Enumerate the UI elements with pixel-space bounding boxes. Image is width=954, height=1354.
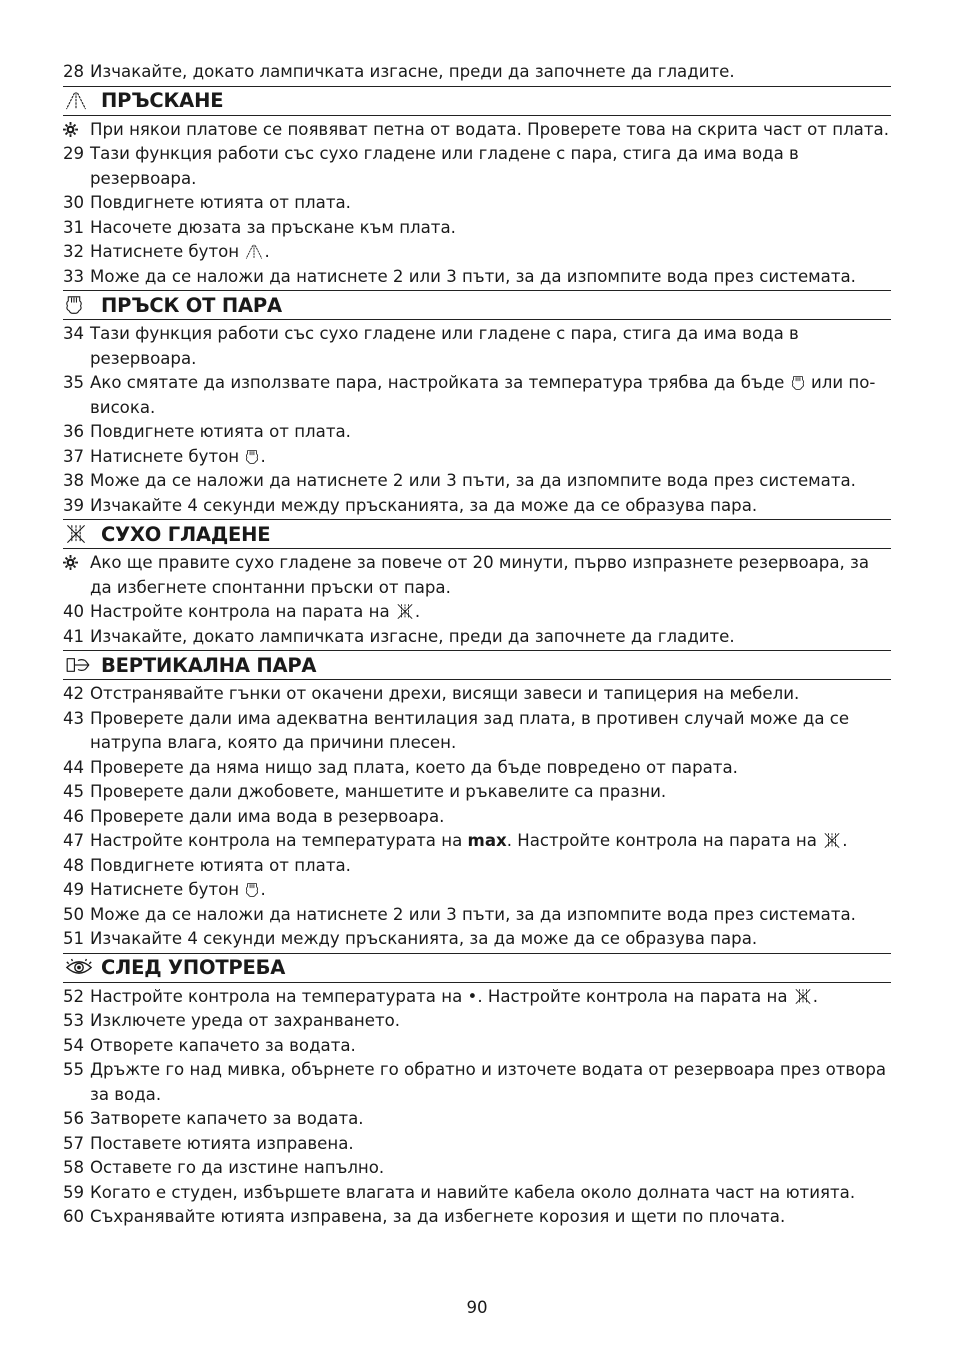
section-title: ПРЪСКАНЕ [101,89,224,112]
section-title: СЛЕД УПОТРЕБА [101,956,286,979]
no-steam-icon [396,603,414,620]
item-number: 45 [63,782,85,801]
item-text: Проверете да няма нищо зад плата, което да бъде повредено от парата. [90,757,738,777]
list-item [63,142,891,191]
item-number: 32 [63,242,85,261]
item-text: Изчакайте 4 секунди между пръсканията, за да може да се образува пара. [90,495,758,515]
item-text-end: . [260,446,266,466]
item-number: 34 [63,324,85,343]
item-number: 55 [63,1060,85,1079]
item-number: 59 [63,1182,85,1202]
manual-page [63,60,891,1230]
item-number: 42 [63,684,85,703]
item-number: 40 [63,602,85,621]
item-number: 35 [63,373,85,392]
list-item [63,707,891,756]
section-title: ПРЪСК ОТ ПАРА [101,293,282,317]
item-text: Изчакайте, докато лампичката изгасне, преди да започнете да гладите. [90,626,735,646]
item-number: 60 [63,1207,85,1226]
item-text-end: или по-висока. [90,373,876,417]
list-item [63,322,891,371]
item-text-part: Ако смятате да използвате пара, настройката за температура трябва да бъде [90,373,785,392]
item-number: 39 [63,495,85,515]
item-number: 50 [63,904,85,924]
item-number: 41 [63,626,85,646]
section-title: СУХО ГЛАДЕНЕ [101,522,271,546]
item-number: 53 [63,1011,85,1030]
no-steam-icon [823,832,841,849]
list-item [63,1009,891,1034]
item-text: Може да се наложи да натиснете 2 или 3 пъти, за да изпомпите вода през системата. [90,266,856,286]
list-item [63,494,891,519]
item-text: Изчакайте, докато лампичката изгасне, преди да започнете да гладите. [90,62,735,81]
list-item [63,927,891,952]
item-text-mid: . Настройте контрола на парата на [506,831,817,850]
list-item [63,420,891,445]
item-text-part: Настройте контрола на парата на [90,602,390,621]
list-item [63,216,891,241]
item-number: 44 [63,757,85,777]
section-title: ВЕРТИКАЛНА ПАРА [101,653,317,677]
list-item [63,1058,891,1107]
item-text [90,829,891,854]
item-text: Насочете дюзата за пръскане към плата. [90,217,456,237]
item-number: 48 [63,855,85,875]
list-item [63,469,891,494]
item-number: 33 [63,266,85,286]
list-item [63,1156,891,1181]
list-item [63,805,891,830]
item-text-part: Натиснете бутон [90,880,240,899]
item-text: Повдигнете ютията от плата. [90,855,351,875]
warning-note [63,551,891,600]
no-steam-icon [63,524,101,544]
list-item [63,191,891,216]
item-text: Изчакайте 4 секунди между пръсканията, за да може да се образува пара. [90,929,758,948]
list-item [63,1181,891,1206]
item-text-end: . [812,986,819,1006]
item-number: 56 [63,1109,85,1128]
list-item [63,240,891,265]
item-number: 52 [63,986,85,1006]
item-number: 54 [63,1035,85,1055]
item-text: Може да се наложи да натиснете 2 или 3 пъти, за да изпомпите вода през системата. [90,904,856,924]
item-text: Отворете капачето за водата. [90,1035,356,1055]
list-item [63,878,891,903]
item-number: 29 [63,144,85,163]
item-text: Когато е студен, избършете влагата и навийте кабела около долната част на ютията. [90,1182,856,1202]
list-item [63,903,891,928]
item-number: 51 [63,929,85,948]
eye-icon [63,958,101,977]
list-item [63,600,891,625]
warning-text: Ако ще правите сухо гладене за повече от 20 минути, първо изпразнете резервоара, за да избегнете спонтанни пръски от пара. [90,553,870,597]
item-text-part: Настройте контрола на температурата на [90,831,463,850]
steam-burst-icon [791,375,805,391]
warning-text: При някои платове се появяват петна от водата. Проверете това на скрита част от плата. [90,119,889,139]
list-item [63,1205,891,1230]
item-text: Затворете капачето за водата. [90,1109,364,1128]
item-number: 58 [63,1158,85,1177]
steam-burst-icon [63,295,101,315]
item-text-part: Натиснете бутон [90,242,240,261]
item-text-end: . [842,831,848,850]
item-text [90,600,891,625]
item-number: 43 [63,708,85,728]
page-number: 90 [466,1298,488,1317]
vertical-steam-icon [63,656,101,674]
max-setting: max [467,831,507,850]
item-number: 47 [63,831,85,850]
list-item [63,1034,891,1059]
item-text: Отстранявайте гънки от окачени дрехи, висящи завеси и тапицерия на мебели. [90,684,800,703]
item-text: Дръжте го над мивка, обърнете го обратно и източете водата от резервоара през отвора за вода. [90,1060,887,1104]
item-text-end: . [260,880,266,899]
item-text [90,371,891,420]
item-text-part: Натиснете бутон [90,446,240,466]
list-item [63,829,891,854]
section-header-dry-ironing [63,519,891,549]
item-text-mid: . Настройте контрола на парата на [477,986,788,1006]
item-text [90,985,891,1010]
list-item [63,682,891,707]
warning-note [63,118,891,143]
gear-warning-icon [63,551,90,600]
item-text: Тази функция работи със сухо гладене или гладене с пара, стига да има вода в резервоара. [90,144,799,188]
item-text: Повдигнете ютията от плата. [90,422,351,441]
item-number: 46 [63,806,85,826]
section-header-steam-burst [63,290,891,320]
item-number: 49 [63,880,85,899]
item-text-part: Настройте контрола на температурата на [90,986,463,1006]
item-text: Може да се наложи да натиснете 2 или 3 пъти, за да изпомпите вода през системата. [90,471,856,490]
item-number: 36 [63,422,85,441]
list-item [63,985,891,1010]
item-text [90,878,891,903]
item-text: Проверете дали има вода в резервоара. [90,806,445,826]
steam-burst-icon [245,449,259,465]
item-number: 37 [63,446,85,466]
item-text: Тази функция работи със сухо гладене или гладене с пара, стига да има вода в резервоара. [90,324,799,368]
list-item [63,780,891,805]
item-text-end: . [414,602,421,621]
spray-icon [245,244,263,260]
steam-burst-icon [245,882,259,898]
item-text: Изключете уреда от захранването. [90,1011,401,1030]
list-item [63,1132,891,1157]
item-text [90,240,891,265]
dot-setting: • [467,986,478,1006]
item-text [90,445,891,470]
item-number: 31 [63,217,85,237]
item-text: Поставете ютията изправена. [90,1133,354,1153]
item-number: 30 [63,193,85,212]
item-number: 57 [63,1133,85,1153]
list-item [63,265,891,290]
item-number: 28 [63,62,85,81]
spray-icon [63,91,101,111]
list-item [63,756,891,781]
item-text: Повдигнете ютията от плата. [90,193,351,212]
item-text-end: . [264,242,270,261]
list-item [63,1107,891,1132]
no-steam-icon [794,988,812,1005]
list-item [63,854,891,879]
section-header-after-use [63,953,891,983]
item-number: 38 [63,471,85,490]
item-text: Проверете дали джобовете, маншетите и ръкавелите са празни. [90,782,667,801]
gear-warning-icon [63,118,90,143]
list-item [63,371,891,420]
list-item [63,445,891,470]
section-header-spray [63,86,891,116]
item-text: Оставете го да изстине напълно. [90,1158,385,1177]
item-text: Проверете дали има адекватна вентилация зад плата, в противен случай може да се натрупа влага, която да причини плесен. [90,708,850,752]
list-item [63,625,891,650]
item-text: Съхранявайте ютията изправена, за да избегнете корозия и щети по плочата. [90,1207,786,1226]
list-item [63,60,891,85]
section-header-vertical-steam [63,650,891,680]
